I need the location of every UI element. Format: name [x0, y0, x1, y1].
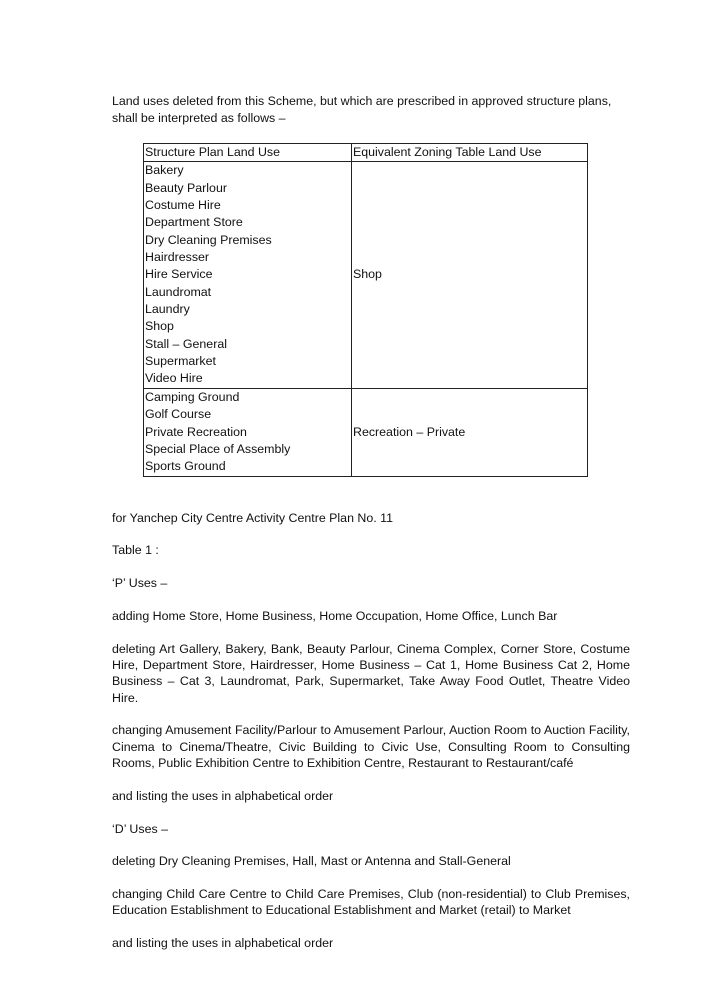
- equivalent-land-use-cell: Shop: [352, 162, 588, 388]
- land-use-item: Bakery: [145, 163, 184, 178]
- land-use-item: Beauty Parlour: [145, 180, 227, 195]
- p-uses-heading: ‘P’ Uses –: [112, 576, 168, 591]
- land-use-item: Department Store: [145, 215, 243, 230]
- d-uses-deleting: deleting Dry Cleaning Premises, Hall, Mast or Antenna and Stall-General: [112, 854, 511, 869]
- land-use-item: Stall – General: [145, 336, 227, 351]
- land-use-item: Costume Hire: [145, 198, 221, 213]
- land-use-item: Private Recreation: [145, 424, 247, 439]
- structure-plan-uses-cell: [144, 388, 352, 476]
- plan-reference: for Yanchep City Centre Activity Centre Plan No. 11: [112, 510, 393, 525]
- land-use-item: Special Place of Assembly: [145, 441, 291, 456]
- land-use-item: Golf Course: [145, 407, 212, 422]
- structure-plan-uses-cell: [144, 162, 352, 388]
- land-use-table: [143, 143, 588, 477]
- p-uses-changing: changing Amusement Facility/Parlour to Amusement Parlour, Auction Room to Auction Facility, Cinema to Cinema/Theatre, Civic Building to Civic Use, Consulting Room to Consulting Rooms, Public Exhibition Centre to Exhibition Centre, Restaurant to Restaurant/café: [112, 723, 630, 770]
- document-page: [112, 93, 630, 952]
- land-use-item: Supermarket: [145, 354, 216, 369]
- table-reference: Table 1 :: [112, 543, 159, 558]
- land-use-item: Dry Cleaning Premises: [145, 232, 272, 247]
- header-structure-plan-land-use: Structure Plan Land Use: [144, 144, 352, 162]
- land-use-item: Sports Ground: [145, 459, 226, 474]
- p-uses-ordering: and listing the uses in alphabetical order: [112, 788, 334, 803]
- p-uses-adding: adding Home Store, Home Business, Home Occupation, Home Office, Lunch Bar: [112, 608, 558, 623]
- d-uses-changing: changing Child Care Centre to Child Care Premises, Club (non-residential) to Club Premises, Education Establishment to Educational Establishment and Market (retail) to Market: [112, 887, 630, 918]
- header-equivalent-zoning-land-use: Equivalent Zoning Table Land Use: [352, 144, 588, 162]
- table-row: [144, 388, 588, 476]
- land-use-item: Laundry: [145, 302, 190, 317]
- land-use-item: Camping Ground: [145, 389, 240, 404]
- intro-paragraph: Land uses deleted from this Scheme, but which are prescribed in approved structure plans, shall be interpreted as follows –: [112, 94, 612, 125]
- d-uses-heading: ‘D’ Uses –: [112, 821, 168, 836]
- equivalent-land-use-cell: Recreation – Private: [352, 388, 588, 476]
- table-row: [144, 162, 588, 388]
- table-header-row: [144, 144, 588, 162]
- land-use-item: Laundromat: [145, 284, 212, 299]
- d-uses-ordering: and listing the uses in alphabetical order: [112, 936, 334, 951]
- land-use-item: Hire Service: [145, 267, 213, 282]
- land-use-item: Video Hire: [145, 371, 203, 386]
- p-uses-deleting: deleting Art Gallery, Bakery, Bank, Beauty Parlour, Cinema Complex, Corner Store, Costume Hire, Department Store, Hairdresser, Home Business – Cat 1, Home Business Cat 2, Home Business – Cat 3, Laundromat, Park, Supermarket, Take Away Food Outlet, Theatre Video Hire.: [112, 641, 630, 705]
- land-use-item: Hairdresser: [145, 250, 210, 265]
- land-use-item: Shop: [145, 319, 174, 334]
